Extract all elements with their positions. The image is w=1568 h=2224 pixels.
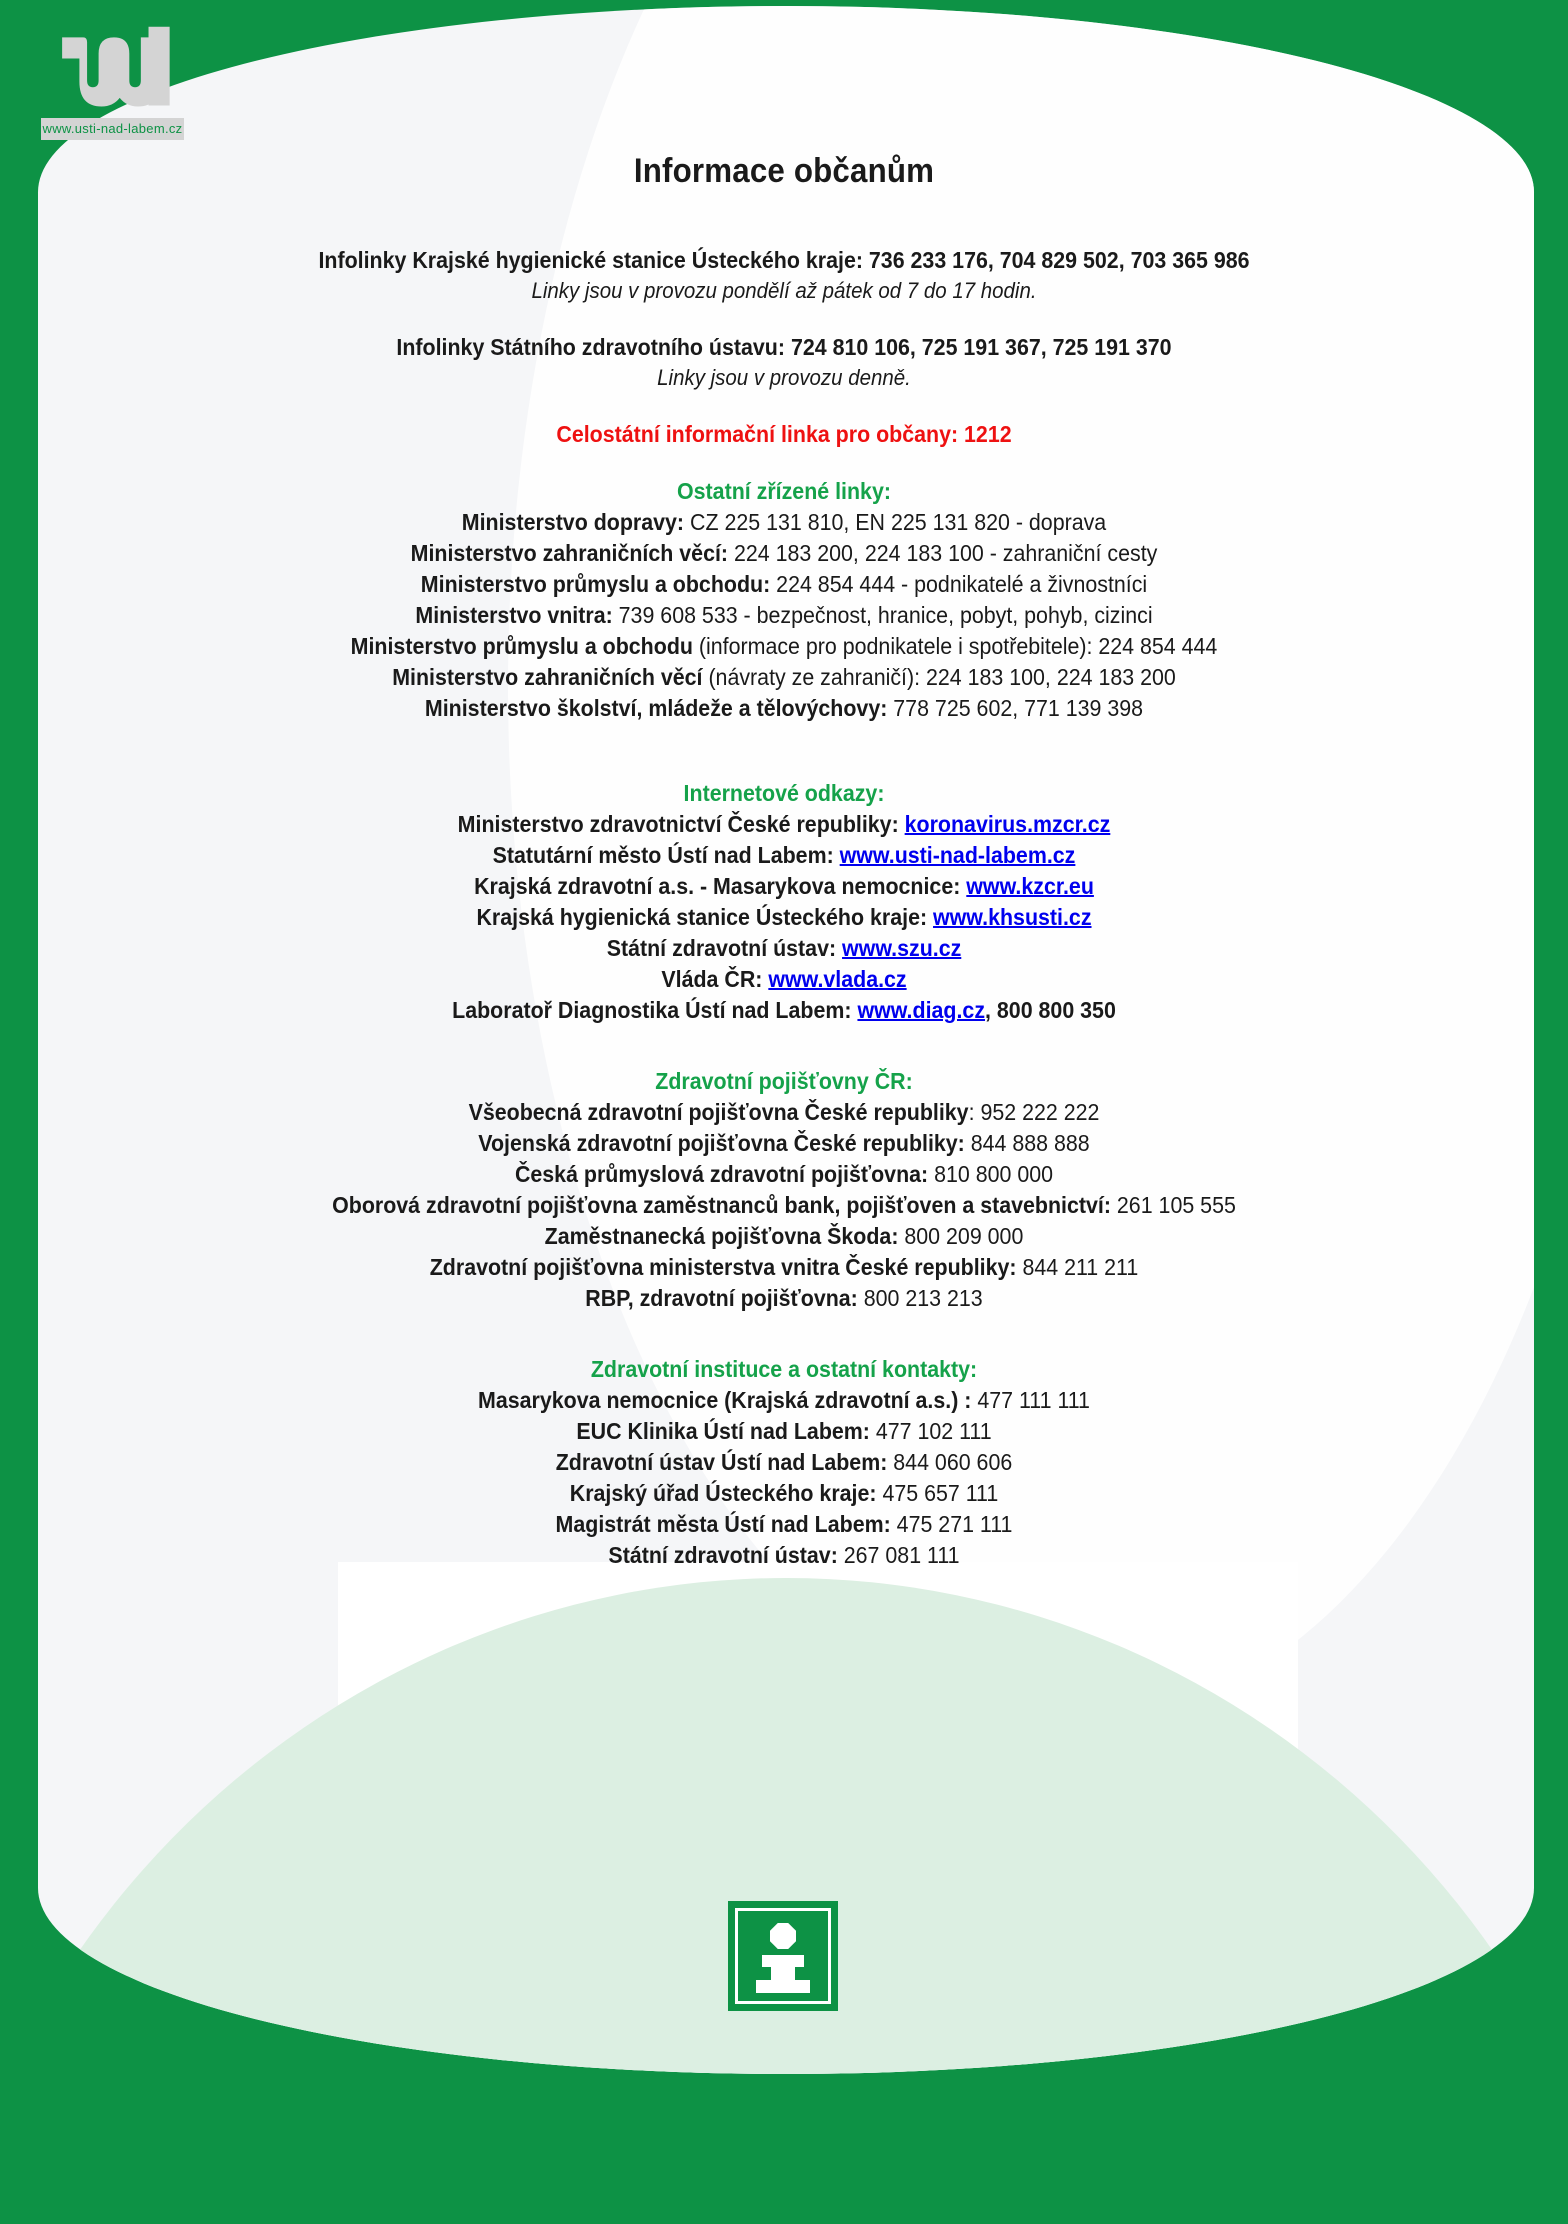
hotline-khs-line [55,245,1513,276]
list-item [55,507,1513,538]
list-item [55,1252,1513,1283]
insurer-value: 844 888 888 [964,1130,1090,1156]
other-lines-list [0,507,1568,724]
internet-link-url[interactable]: www.szu.cz [842,935,962,961]
internet-link-url[interactable]: www.vlada.cz [768,966,907,992]
other-line-value: 778 725 602, 771 139 398 [893,695,1144,721]
internet-links-heading: Internetové odkazy: [683,780,885,806]
internet-link-url[interactable]: www.kzcr.eu [966,873,1094,899]
hotline-khs-numbers: 736 233 176, 704 829 502, 703 365 986 [868,247,1250,273]
list-item [55,1509,1513,1540]
list-item [55,871,1513,902]
insurer-name: RBP, zdravotní pojišťovna: [585,1285,858,1311]
insurer-value: 800 213 213 [857,1285,983,1311]
list-item [55,1416,1513,1447]
hotline-szu-numbers: 724 810 106, 725 191 367, 725 191 370 [790,334,1172,360]
internet-link-name: Statutární město Ústí nad Labem: [492,842,834,868]
hotline-szu-label: Infolinky Státního zdravotního ústavu: [396,334,786,360]
internet-link-name: Laboratoř Diagnostika Ústí nad Labem: [452,997,852,1023]
list-item [55,1221,1513,1252]
list-item [55,662,1513,693]
information-icon-dot [770,1923,796,1949]
information-icon [728,1901,838,2011]
list-item [55,1385,1513,1416]
list-item [55,1540,1513,1571]
institution-value: 477 102 111 [869,1418,992,1444]
other-line-name: Ministerstvo zahraničních věcí: [410,540,729,566]
list-item [55,995,1513,1026]
internet-link-name: Státní zdravotní ústav: [606,935,837,961]
institution-value: 475 271 111 [890,1511,1013,1537]
other-line-name: Ministerstvo dopravy: [461,509,685,535]
other-line-name: Ministerstvo průmyslu a obchodu: [420,571,771,597]
other-line-name: Ministerstvo zahraničních věcí [392,664,703,690]
list-item [55,902,1513,933]
insurers-heading: Zdravotní pojišťovny ČR: [655,1068,913,1094]
list-item [55,1190,1513,1221]
other-line-value: (informace pro podnikatele i spotřebitele): 224 854 444 [698,633,1218,659]
list-item [55,538,1513,569]
institution-name: Státní zdravotní ústav: [608,1542,838,1568]
other-line-name: Ministerstvo vnitra: [415,602,613,628]
internet-link-name: Krajská hygienická stanice Ústeckého kraje: [476,904,928,930]
list-item [55,631,1513,662]
insurer-name: Oborová zdravotní pojišťovna zaměstnanců bank, pojišťoven a stavebnictví: [332,1192,1111,1218]
institution-value: 844 060 606 [887,1449,1013,1475]
list-item [55,964,1513,995]
insurer-value: 844 211 211 [1016,1254,1139,1280]
insurer-name: Česká průmyslová zdravotní pojišťovna: [514,1161,929,1187]
institution-name: Krajský úřad Ústeckého kraje: [569,1480,877,1506]
other-line-value: 739 608 533 - bezpečnost, hranice, pobyt, pohyb, cizinci [618,602,1153,628]
other-line-value: 224 183 200, 224 183 100 - zahraniční cesty [733,540,1158,566]
institution-value: 477 111 111 [971,1387,1090,1413]
insurer-value: 800 209 000 [898,1223,1024,1249]
internet-link-url[interactable]: www.khsusti.cz [933,904,1092,930]
list-item [55,1159,1513,1190]
institution-name: Masarykova nemocnice (Krajská zdravotní a.s.) : [478,1387,972,1413]
hotline-khs-note: Linky jsou v provozu pondělí až pátek od 7 do 17 hodin. [531,278,1037,303]
hotline-szu-line [55,332,1513,363]
insurer-name: Všeobecná zdravotní pojišťovna České republiky [468,1099,969,1125]
internet-link-name: Vláda ČR: [661,966,763,992]
hotline-szu [0,332,1568,393]
list-item [55,809,1513,840]
other-line-name: Ministerstvo školství, mládeže a tělovýchovy: [424,695,888,721]
national-hotline: Celostátní informační linka pro občany: 1212 [556,421,1012,447]
list-item [55,600,1513,631]
list-item [55,569,1513,600]
institution-name: Zdravotní ústav Ústí nad Labem: [555,1449,888,1475]
logo-mark-icon [38,22,188,118]
list-item [55,1447,1513,1478]
institution-name: EUC Klinika Ústí nad Labem: [576,1418,870,1444]
insurer-value: 810 800 000 [928,1161,1054,1187]
logo-url-label: www.usti-nad-labem.cz [41,118,184,140]
list-item [55,1097,1513,1128]
other-line-value: CZ 225 131 810, EN 225 131 820 - doprava [689,509,1107,535]
other-line-name: Ministerstvo průmyslu a obchodu [350,633,693,659]
insurer-value: 261 105 555 [1110,1192,1236,1218]
list-item [55,840,1513,871]
institution-value: 267 081 111 [837,1542,960,1568]
internet-link-tail: , 800 800 350 [985,997,1116,1023]
other-line-value: 224 854 444 - podnikatelé a živnostníci [776,571,1148,597]
list-item [55,1478,1513,1509]
insurer-name: Zdravotní pojišťovna ministerstva vnitra České republiky: [429,1254,1017,1280]
internet-link-name: Krajská zdravotní a.s. - Masarykova nemocnice: [474,873,961,899]
hotline-khs [0,245,1568,306]
list-item [55,693,1513,724]
insurer-name: Vojenská zdravotní pojišťovna České republiky: [478,1130,965,1156]
other-lines-heading: Ostatní zřízené linky: [677,478,891,504]
city-logo [38,22,188,142]
hotline-szu-note: Linky jsou v provozu denně. [657,365,911,390]
other-line-value: (návraty ze zahraničí): 224 183 100, 224 183 200 [708,664,1176,690]
information-icon-base [756,1980,810,1993]
page-title: Informace občanům [633,152,935,190]
institutions-heading: Zdravotní instituce a ostatní kontakty: [590,1356,978,1382]
list-item [55,933,1513,964]
list-item [55,1283,1513,1314]
institution-value: 475 657 111 [876,1480,999,1506]
institution-name: Magistrát města Ústí nad Labem: [555,1511,891,1537]
insurer-name: Zaměstnanecká pojišťovna Škoda: [544,1223,899,1249]
hotline-khs-label: Infolinky Krajské hygienické stanice Ústeckého kraje: [318,247,863,273]
insurer-value: : 952 222 222 [968,1099,1100,1125]
insurers-list [0,1097,1568,1314]
institutions-list [0,1385,1568,1571]
internet-link-name: Ministerstvo zdravotnictví České republiky: [457,811,899,837]
internet-link-url[interactable]: www.usti-nad-labem.cz [839,842,1076,868]
internet-link-url[interactable]: koronavirus.mzcr.cz [904,811,1111,837]
internet-links-list [0,809,1568,1026]
internet-link-url[interactable]: www.diag.cz [857,997,986,1023]
list-item [55,1128,1513,1159]
